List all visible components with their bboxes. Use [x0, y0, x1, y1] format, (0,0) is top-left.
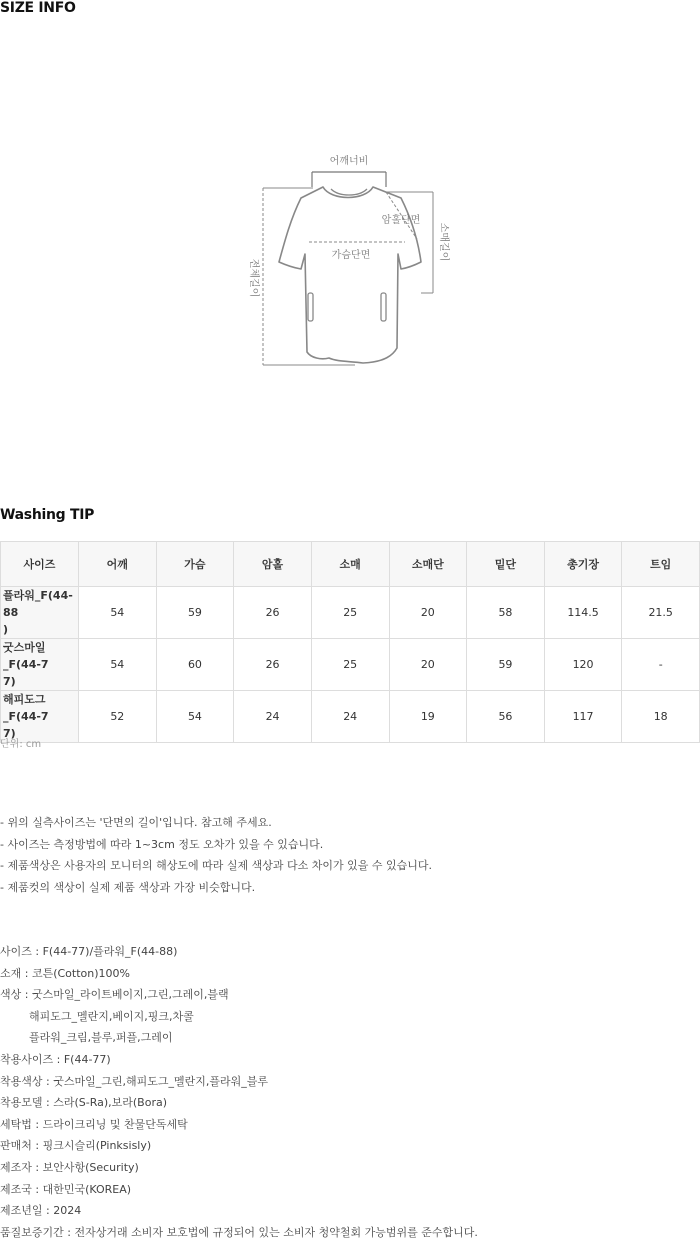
spec-warranty: 품질보증기간 : 전자상거래 소비자 보호법에 규정되어 있는 소비자 청약철회 가능범위를 준수합니다. — [0, 1225, 478, 1239]
collar-inner — [331, 189, 367, 195]
product-specs — [0, 941, 478, 1243]
left-pocket — [308, 293, 313, 321]
size-info-title: SIZE INFO — [0, 0, 76, 16]
row-size-name: 플라워_F(44-88 ) — [1, 587, 79, 639]
cell-value: 58 — [467, 587, 545, 639]
cell-value: 24 — [311, 691, 389, 743]
spec-color-continued: 플라워_크림,블루,퍼플,그레이 — [29, 1031, 173, 1045]
spec-year: 제조년일 : 2024 — [0, 1204, 82, 1218]
header-sleeve: 소매 — [311, 542, 389, 587]
spec-color: 색상 : 굿스마일_라이트베이지,그린,그레이,블랙 — [0, 988, 229, 1002]
cell-value: 19 — [389, 691, 467, 743]
spec-worn-size: 착용사이즈 : F(44-77) — [0, 1052, 111, 1066]
spec-material: 소재 : 코튼(Cotton)100% — [0, 966, 130, 980]
cell-value: 117 — [544, 691, 622, 743]
note-item: - 제품컷의 색상이 실제 제품 색상과 가장 비슷합니다. — [0, 880, 256, 894]
right-pocket — [381, 293, 386, 321]
header-size: 사이즈 — [1, 542, 79, 587]
cell-value: 25 — [311, 639, 389, 691]
cell-value: 54 — [79, 639, 157, 691]
cell-value: 20 — [389, 639, 467, 691]
header-slit: 트임 — [622, 542, 700, 587]
cell-value: 25 — [311, 587, 389, 639]
label-armhole: 암홀단면 — [381, 215, 421, 226]
cell-value: 120 — [544, 639, 622, 691]
cell-value: 56 — [467, 691, 545, 743]
spec-maker: 제조자 : 보안사항(Security) — [0, 1160, 139, 1174]
cell-value: 20 — [389, 587, 467, 639]
cell-value: 60 — [156, 639, 234, 691]
table-header-row — [1, 542, 700, 587]
cell-value: 26 — [234, 639, 312, 691]
label-sleeve: 소매길이 — [438, 222, 449, 262]
label-total-length: 전체길이 — [248, 258, 259, 298]
notes-list — [0, 812, 432, 898]
unit-note: 단위: cm — [0, 739, 42, 750]
spec-color-continued: 해피도그_멜란지,베이지,핑크,차콜 — [29, 1009, 194, 1023]
row-size-name: 굿스마일_F(44-7 7) — [1, 639, 79, 691]
cell-value: 114.5 — [544, 587, 622, 639]
table-row — [1, 587, 700, 639]
cell-value: 21.5 — [622, 587, 700, 639]
cell-value: 18 — [622, 691, 700, 743]
note-item: - 위의 실측사이즈는 '단면의 길이'입니다. 참고해 주세요. — [0, 816, 272, 829]
cell-value: 59 — [467, 639, 545, 691]
spec-size: 사이즈 : F(44-77)/플라워_F(44-88) — [0, 945, 178, 958]
note-item: - 사이즈는 측정방법에 따라 1~3cm 정도 오차가 있을 수 있습니다. — [0, 837, 324, 851]
header-armhole: 암홀 — [234, 542, 312, 587]
cell-value: 24 — [234, 691, 312, 743]
washing-tip-title: Washing TIP — [0, 507, 95, 523]
cell-value: 54 — [156, 691, 234, 743]
size-table — [0, 541, 700, 743]
spec-washing: 세탁법 : 드라이크리닝 및 찬물단독세탁 — [0, 1117, 188, 1131]
header-cuff: 소매단 — [389, 542, 467, 587]
spec-seller: 판매처 : 핑크시슬리(Pinksisly) — [0, 1139, 152, 1153]
cell-value: 52 — [79, 691, 157, 743]
cell-value: 54 — [79, 587, 157, 639]
row-size-name: 해피도그_F(44-7 7) — [1, 691, 79, 743]
spec-worn-color: 착용색상 : 굿스마일_그린,해피도그_멜란지,플라워_블루 — [0, 1074, 268, 1088]
cell-value: 59 — [156, 587, 234, 639]
table-row — [1, 639, 700, 691]
spec-model: 착용모델 : 스라(S-Ra),보라(Bora) — [0, 1096, 168, 1110]
spec-country: 제조국 : 대한민국(KOREA) — [0, 1182, 132, 1196]
size-diagram — [245, 150, 455, 372]
cell-value: 26 — [234, 587, 312, 639]
cell-value: - — [622, 639, 700, 691]
table-row — [1, 691, 700, 743]
header-total-length: 총기장 — [544, 542, 622, 587]
header-shoulder: 어깨 — [79, 542, 157, 587]
label-chest: 가슴단면 — [331, 250, 371, 261]
note-item: - 제품색상은 사용자의 모니터의 해상도에 따라 실제 색상과 다소 차이가 있을 수 있습니다. — [0, 859, 432, 872]
header-chest: 가슴 — [156, 542, 234, 587]
label-shoulder: 어깨너비 — [329, 156, 369, 167]
header-hem: 밑단 — [467, 542, 545, 587]
